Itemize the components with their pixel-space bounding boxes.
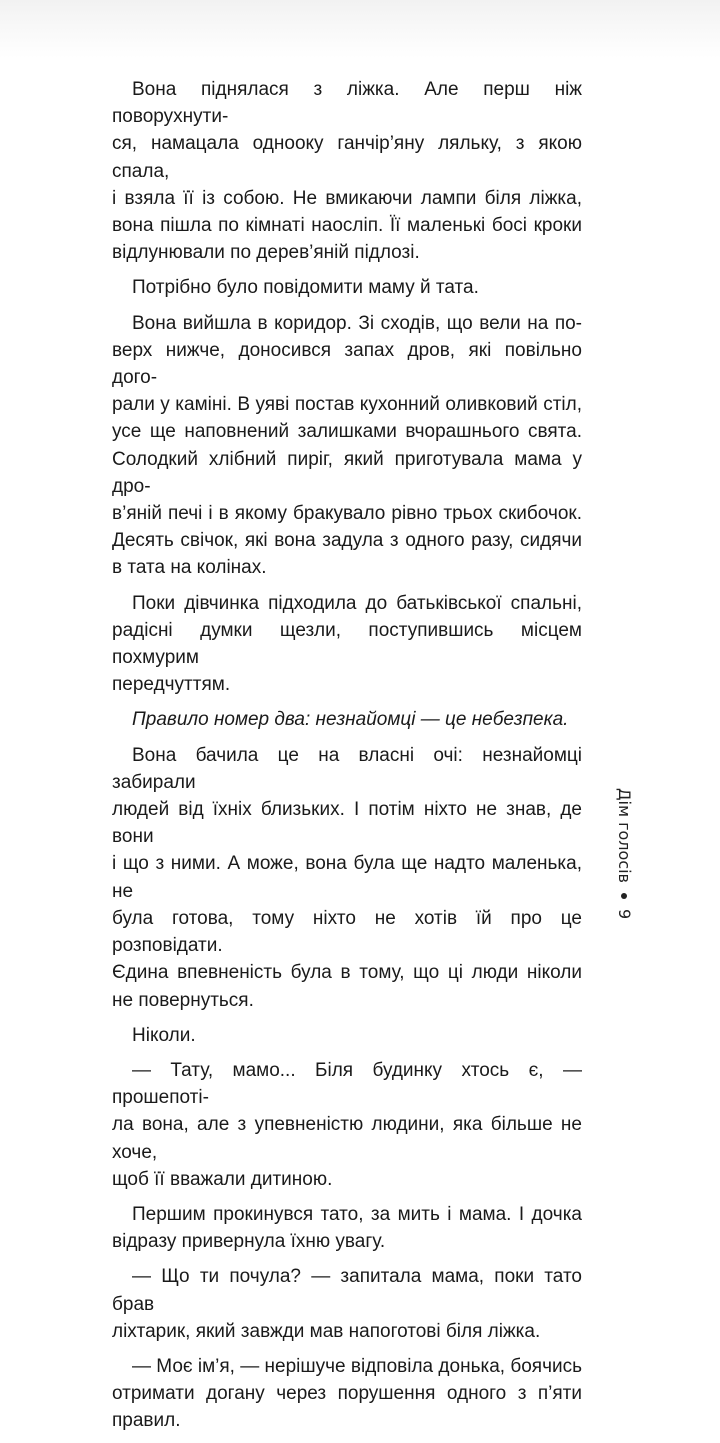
text-line: отримати догану через порушення одного з п’яти правил. [112, 1383, 582, 1432]
text-line: Вона піднялася з ліжка. Але перш ніж поворухнути- [112, 79, 582, 128]
paragraph [112, 706, 582, 733]
paragraph [112, 1201, 582, 1255]
text-line: верх нижче, доносився запах дров, які повільно дого- [112, 339, 582, 389]
paragraph [112, 1353, 582, 1435]
text-line: відразу привернула їхню увагу. [112, 1231, 386, 1253]
text-line: ліхтарик, який завжди мав напоготові біля ліжка. [112, 1320, 541, 1342]
bullet-separator [622, 893, 628, 899]
text-line: в тата на колінах. [112, 557, 267, 579]
paragraph [112, 1263, 582, 1345]
text-line: Єдина впевненість була в тому, що ці люди ніколи [112, 962, 582, 984]
page-number: 9 [615, 908, 634, 920]
text-line: Десять свічок, які вона задула з одного разу, сидячи [112, 530, 582, 552]
running-head-title: Дім голосів [615, 788, 634, 883]
text-line: Потрібно було повідомити маму й тата. [132, 277, 479, 299]
text-line: і що з ними. А може, вона була ще надто маленька, не [112, 853, 582, 902]
text-line: Правило номер два: незнайомці — це небезпека. [132, 709, 569, 731]
text-line: була готова, тому ніхто не хотів їй про це розповідати. [112, 907, 582, 957]
paragraph [112, 76, 582, 266]
body-text [112, 76, 582, 1443]
text-line: Поки дівчинка підходила до батьківської спальні, [132, 592, 582, 614]
text-line: — Тату, мамо... Біля будинку хтось є, — прошепоті- [112, 1059, 582, 1109]
text-line: вона пішла по кімнаті наосліп. Її маленькі босі кроки [112, 215, 582, 237]
text-line: Ніколи. [132, 1024, 196, 1046]
text-line: в’яній печі і в якому бракувало рівно трьох скибочок. [112, 503, 582, 525]
text-line: щоб її вважали дитиною. [112, 1168, 333, 1190]
text-line: рали у каміні. В уяві постав кухонний оливковий стіл, [112, 394, 582, 416]
text-line: передчуттям. [112, 674, 231, 696]
text-line: Вона вийшла в коридор. Зі сходів, що вели на по- [132, 312, 582, 334]
text-line: людей від їхніх близьких. І потім ніхто не знав, де вони [112, 799, 582, 848]
paragraph [112, 274, 582, 301]
text-line: Вона бачила це на власні очі: незнайомці забирали [112, 744, 582, 793]
text-line: і взяла її із собою. Не вмикаючи лампи біля ліжка, [112, 187, 582, 209]
paragraph [112, 590, 582, 699]
running-head [610, 788, 640, 958]
paragraph [112, 1022, 582, 1049]
paragraph [112, 742, 582, 1014]
paragraph [112, 310, 582, 582]
text-line: ла вона, але з упевненістю людини, яка більше не хоче, [112, 1114, 582, 1163]
text-line: не повернуться. [112, 989, 254, 1011]
text-line: ся, намацала однооку ганчір’яну ляльку, з якою спала, [112, 133, 582, 182]
text-line: відлунювали по дерев’яній підлозі. [112, 242, 420, 264]
text-line: — Що ти почула? — запитала мама, поки тато брав [112, 1266, 582, 1315]
text-line: усе ще наповнений залишками вчорашнього свята. [112, 421, 582, 443]
text-line: радісні думки щезли, поступившись місцем похмурим [112, 619, 582, 669]
text-line: Першим прокинувся тато, за мить і мама. І дочка [132, 1203, 582, 1225]
text-line: — Моє ім’я, — нерішуче відповіла донька, боячись [132, 1355, 582, 1377]
text-line: Солодкий хлібний пиріг, який приготувала мама у дро- [112, 448, 582, 497]
page-top-shadow [0, 0, 720, 58]
paragraph [112, 1057, 582, 1193]
